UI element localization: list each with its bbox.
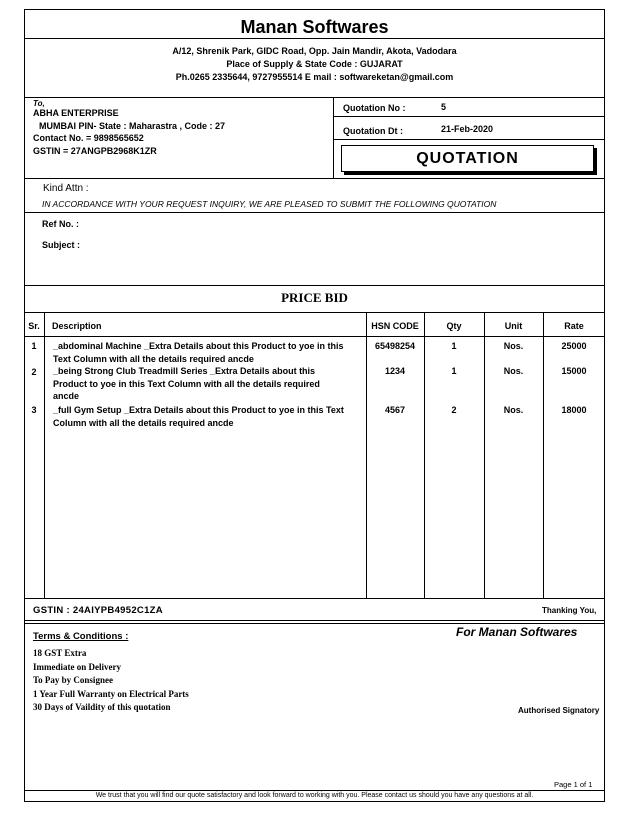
terms-item: 30 Days of Vaildity of this quotation (33, 702, 171, 712)
place-of-supply: Place of Supply & State Code : GUJARAT (226, 59, 403, 69)
intro-text: IN ACCORDANCE WITH YOUR REQUEST INQUIRY, WE ARE PLEASED TO SUBMIT THE FOLLOWING QUOTATION (42, 199, 497, 209)
company-address-line1: A/12, Shrenik Park, GIDC Road, Opp. Jain Mandir, Akota, Vadodara (172, 46, 457, 56)
thanking-you: Thanking You, (542, 606, 597, 615)
row-desc-line: ancde (53, 391, 80, 401)
col-sr: Sr. (28, 321, 40, 331)
row-qty: 1 (451, 366, 457, 376)
row-unit: Nos. (503, 366, 524, 376)
row-unit: Nos. (503, 341, 524, 351)
quotation-no-value: 5 (441, 102, 447, 112)
row-desc-line: _full Gym Setup _Extra Details about this Product to yoe in this Text (53, 405, 344, 415)
row-qty: 1 (451, 341, 457, 351)
customer-gstin: GSTIN = 27ANGPB2968K1ZR (33, 146, 157, 156)
quotation-heading: QUOTATION (416, 150, 519, 167)
quotation-no-label: Quotation No : (343, 103, 406, 113)
subject: Subject : (42, 240, 81, 250)
customer-address: MUMBAI PIN- State : Maharastra , Code : 27 (39, 121, 226, 131)
col-hsn: HSN CODE (371, 321, 419, 331)
row-desc-line: Product to yoe in this Text Column with all the details required (53, 378, 320, 389)
col-unit: Unit (504, 321, 523, 331)
row-desc-line: Column with all the details required ancde (53, 417, 234, 428)
terms-item: 18 GST Extra (33, 648, 87, 658)
seller-gstin: GSTIN : 24AIYPB4952C1ZA (33, 605, 163, 616)
row-desc-line: Text Column with all the details required ancde (53, 353, 254, 364)
row-sr: 3 (31, 405, 37, 415)
row-hsn: 1234 (384, 366, 406, 376)
col-qty: Qty (446, 321, 462, 331)
quotation-heading-box (341, 145, 594, 172)
row-desc-line: _abdominal Machine _Extra Details about this Product to yoe in this (53, 341, 344, 351)
terms-item: 1 Year Full Warranty on Electrical Parts (33, 688, 189, 699)
quotation-date-label: Quotation Dt : (343, 126, 403, 136)
row-rate: 15000 (561, 366, 587, 376)
company-name: Manan Softwares (240, 17, 389, 37)
row-qty: 2 (451, 405, 457, 415)
row-unit: Nos. (503, 405, 524, 415)
row-hsn: 4567 (384, 405, 406, 415)
terms-item: Immediate on Delivery (33, 661, 121, 672)
kind-attn: Kind Attn : (43, 183, 89, 194)
customer-name: ABHA ENTERPRISE (33, 108, 119, 118)
row-sr: 1 (31, 341, 37, 351)
row-sr: 2 (31, 367, 37, 377)
terms-title: Terms & Conditions : (33, 631, 129, 642)
page-number: Page 1 of 1 (554, 780, 593, 789)
price-bid-title: PRICE BID (281, 290, 348, 305)
for-company: For Manan Softwares (456, 625, 578, 639)
terms-list (33, 647, 189, 715)
customer-contact: Contact No. = 9898565652 (33, 133, 144, 143)
to-label: To, (33, 99, 45, 108)
quotation-date-value: 21-Feb-2020 (441, 124, 494, 134)
row-rate: 18000 (561, 405, 587, 415)
col-rate: Rate (564, 321, 584, 331)
row-hsn: 65498254 (374, 341, 416, 351)
terms-item: To Pay by Consignee (33, 675, 113, 685)
col-description: Description (52, 321, 102, 331)
authorised-signatory: Authorised Signatory (518, 706, 600, 715)
ref-no: Ref No. : (42, 219, 79, 229)
trust-note: We trust that you will find our quote satisfactory and look forward to working with you. Please contact us should you have any questions at all. (95, 792, 534, 799)
company-contact: Ph.0265 2335644, 9727955514 E mail : softwareketan@gmail.com (175, 72, 454, 82)
row-desc-line: _being Strong Club Treadmill Series _Extra Details about this (53, 366, 316, 376)
row-rate: 25000 (561, 341, 587, 351)
